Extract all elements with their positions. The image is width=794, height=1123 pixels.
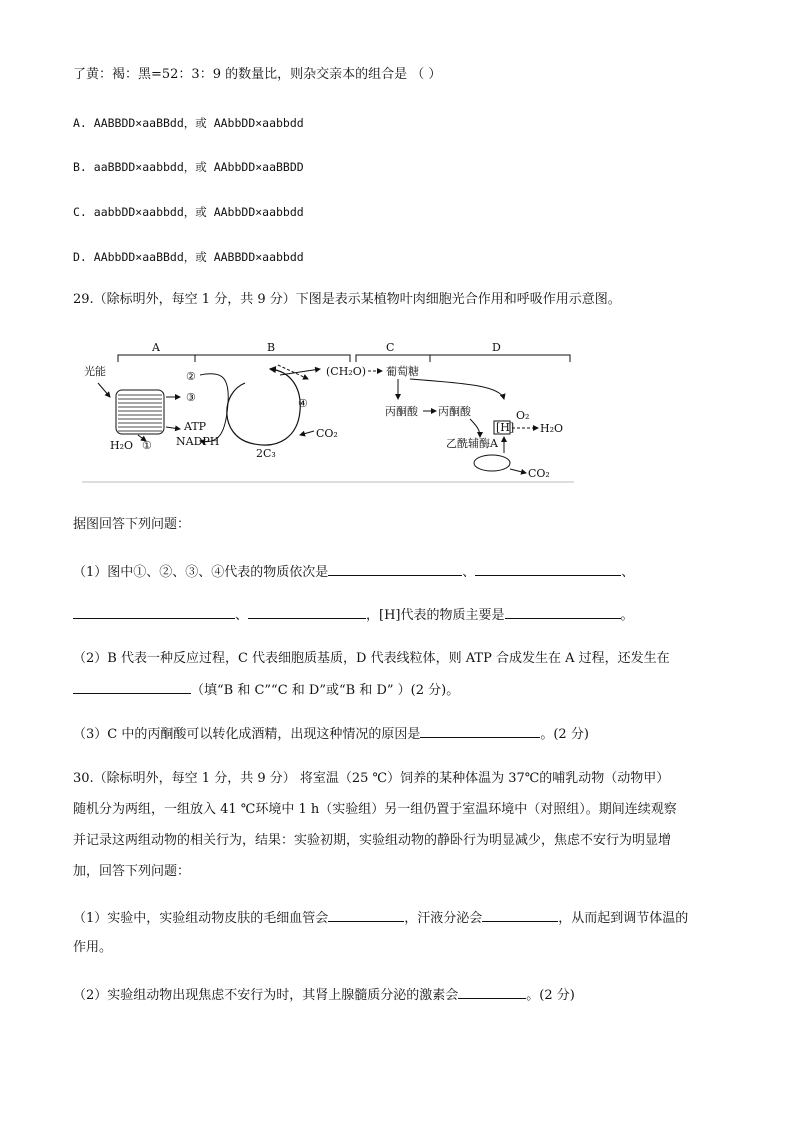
q28-option-b: B. aaBBDD×aabbdd，或 AAbbDD×aaBBDD: [73, 160, 304, 174]
calvin-cycle: [227, 369, 300, 445]
circled-2-label: ②: [186, 370, 196, 383]
q29-sub1-line2: [73, 605, 634, 625]
light-arrow: [98, 383, 110, 397]
q30-sub2-text-a: （2）实验组动物出现焦虑不安行为时，其肾上腺髓质分泌的激素会: [73, 988, 459, 1003]
q29-sub2-line2: [73, 680, 459, 700]
h2o-out-label: H₂O: [540, 422, 564, 435]
light-energy-label: 光能: [84, 365, 106, 378]
region-label-c: C: [386, 341, 395, 354]
bracket-b: [195, 355, 350, 362]
q29-sub1-sep3: 、: [235, 608, 249, 623]
q29-blank-6[interactable]: [73, 680, 191, 694]
q29-blank-1[interactable]: [328, 562, 462, 576]
co2-in-label: CO₂: [316, 427, 338, 440]
nadph-label: NADPH: [176, 435, 220, 448]
q29-blank-5[interactable]: [505, 605, 621, 619]
bracket-d: [430, 355, 570, 362]
q30-blank-2[interactable]: [482, 908, 558, 922]
to-ch2o-arrow: [280, 369, 320, 375]
q29-sub1-text-a: （1）图中①、②、③、④代表的物质依次是: [73, 565, 329, 580]
pyruvate-to-acetyl-arrow: [470, 419, 480, 437]
krebs-cycle: [474, 455, 510, 471]
co2-in-arrow: [300, 431, 314, 435]
q30-sub1-text-a: （1）实验中，实验组动物皮肤的毛细血管会: [73, 911, 329, 926]
bracket-c: [356, 355, 430, 362]
q30-sub1-line2: 作用。: [73, 940, 113, 955]
co2-out-label: CO₂: [528, 467, 550, 480]
q29-sub2-line1: （2）B 代表一种反应过程，C 代表细胞质基质，D 代表线粒体，则 ATP 合成发生在 A 过程，还发生在: [73, 651, 670, 666]
pyruvate-c-label: 丙酮酸: [385, 405, 418, 418]
region-label-d: D: [492, 341, 501, 354]
circled-1-label: ①: [142, 439, 152, 452]
q30-sub1-text-b: ，汗液分泌会: [404, 911, 483, 926]
water-label: H₂O: [110, 439, 134, 452]
pyruvate-d-label: 丙酮酸: [438, 405, 471, 418]
o2-label: O₂: [516, 409, 530, 422]
q29-sub1-sep2: 、: [621, 565, 635, 580]
q30-line4: 加，回答下列问题：: [73, 864, 191, 879]
q29-sub1-sep1: 、: [462, 565, 476, 580]
q29-sub1-text-b: ，[H]代表的物质主要是: [366, 608, 505, 623]
q29-blank-3[interactable]: [73, 605, 235, 619]
photosynthesis-respiration-diagram: [80, 335, 576, 485]
q30-blank-3[interactable]: [458, 985, 526, 999]
cycle-to-co2-arrow: [510, 469, 526, 473]
c3-label: 2C₃: [256, 447, 276, 460]
q29-sub3-text-b: 。(2 分): [540, 727, 589, 742]
region-label-b: B: [267, 341, 276, 354]
glucose-label: 葡萄糖: [386, 365, 419, 378]
q28-stem-tail: 了黄：褐：黑=52：3：9 的数量比，则杂交亲本的组合是 （ ）: [73, 67, 442, 82]
grana-stack: [116, 390, 164, 434]
q28-option-d: D. AAbbDD×aaBBdd，或 AABBDD×aabbdd: [73, 250, 304, 264]
q30-sub2: [73, 985, 575, 1005]
q29-header: 29.（除标明外，每空 1 分，共 9 分）下图是表示某植物叶肉细胞光合作用和呼吸作用示意图。: [73, 292, 621, 307]
q29-blank-4[interactable]: [248, 605, 366, 619]
ch2o-label: (CH₂O): [326, 365, 367, 378]
q30-sub1-text-c: ，从而起到调节体温的: [558, 911, 689, 926]
q30-line3: 并记录这两组动物的相关行为，结果：实验初期，实验组动物的静卧行为明显减少，焦虑不安行为明显增: [73, 833, 672, 848]
q30-header: 30.（除标明外，每空 1 分，共 9 分） 将室温（25 ℃）饲养的某种体温为 37℃的哺乳动物（动物甲）: [73, 771, 670, 786]
q29-sub3: [73, 724, 589, 744]
q29-sub3-text-a: （3）C 中的丙酮酸可以转化成酒精，出现这种情况的原因是: [73, 727, 421, 742]
circled-4-label: ④: [298, 397, 308, 410]
q30-blank-1[interactable]: [328, 908, 404, 922]
bracket-a: [118, 355, 195, 362]
q29-blank-7[interactable]: [420, 724, 540, 738]
q29-sub1-end: 。: [620, 608, 634, 623]
q30-sub1-line1: [73, 908, 688, 928]
circled-3-label: ③: [186, 391, 196, 404]
h-label: [H]: [496, 421, 515, 434]
atp-label: ATP: [184, 420, 207, 433]
q30-line2: 随机分为两组，一组放入 41 ℃环境中 1 h（实验组）另一组仍置于室温环境中（对照组）。期间连续观察: [73, 802, 677, 817]
q29-sub1-line1: [73, 562, 634, 582]
q30-sub2-text-b: 。(2 分): [526, 988, 575, 1003]
q28-option-c: C. aabbDD×aabbdd，或 AAbbDD×aabbdd: [73, 205, 304, 219]
grana-to-atp-arrow: [166, 427, 180, 429]
region-label-a: A: [152, 341, 160, 354]
acetyl-coa-label: 乙酰辅酶A: [446, 437, 498, 450]
q29-sub2-text-b: （填“B 和 C”“C 和 D”或“B 和 D” ）(2 分)。: [191, 683, 460, 698]
q29-blank-2[interactable]: [475, 562, 621, 576]
q29-prompt: 据图回答下列问题：: [73, 517, 191, 532]
glucose-to-h-arrow: [410, 379, 504, 399]
q28-option-a: A. AABBDD×aaBBdd，或 AAbbDD×aabbdd: [73, 116, 304, 130]
